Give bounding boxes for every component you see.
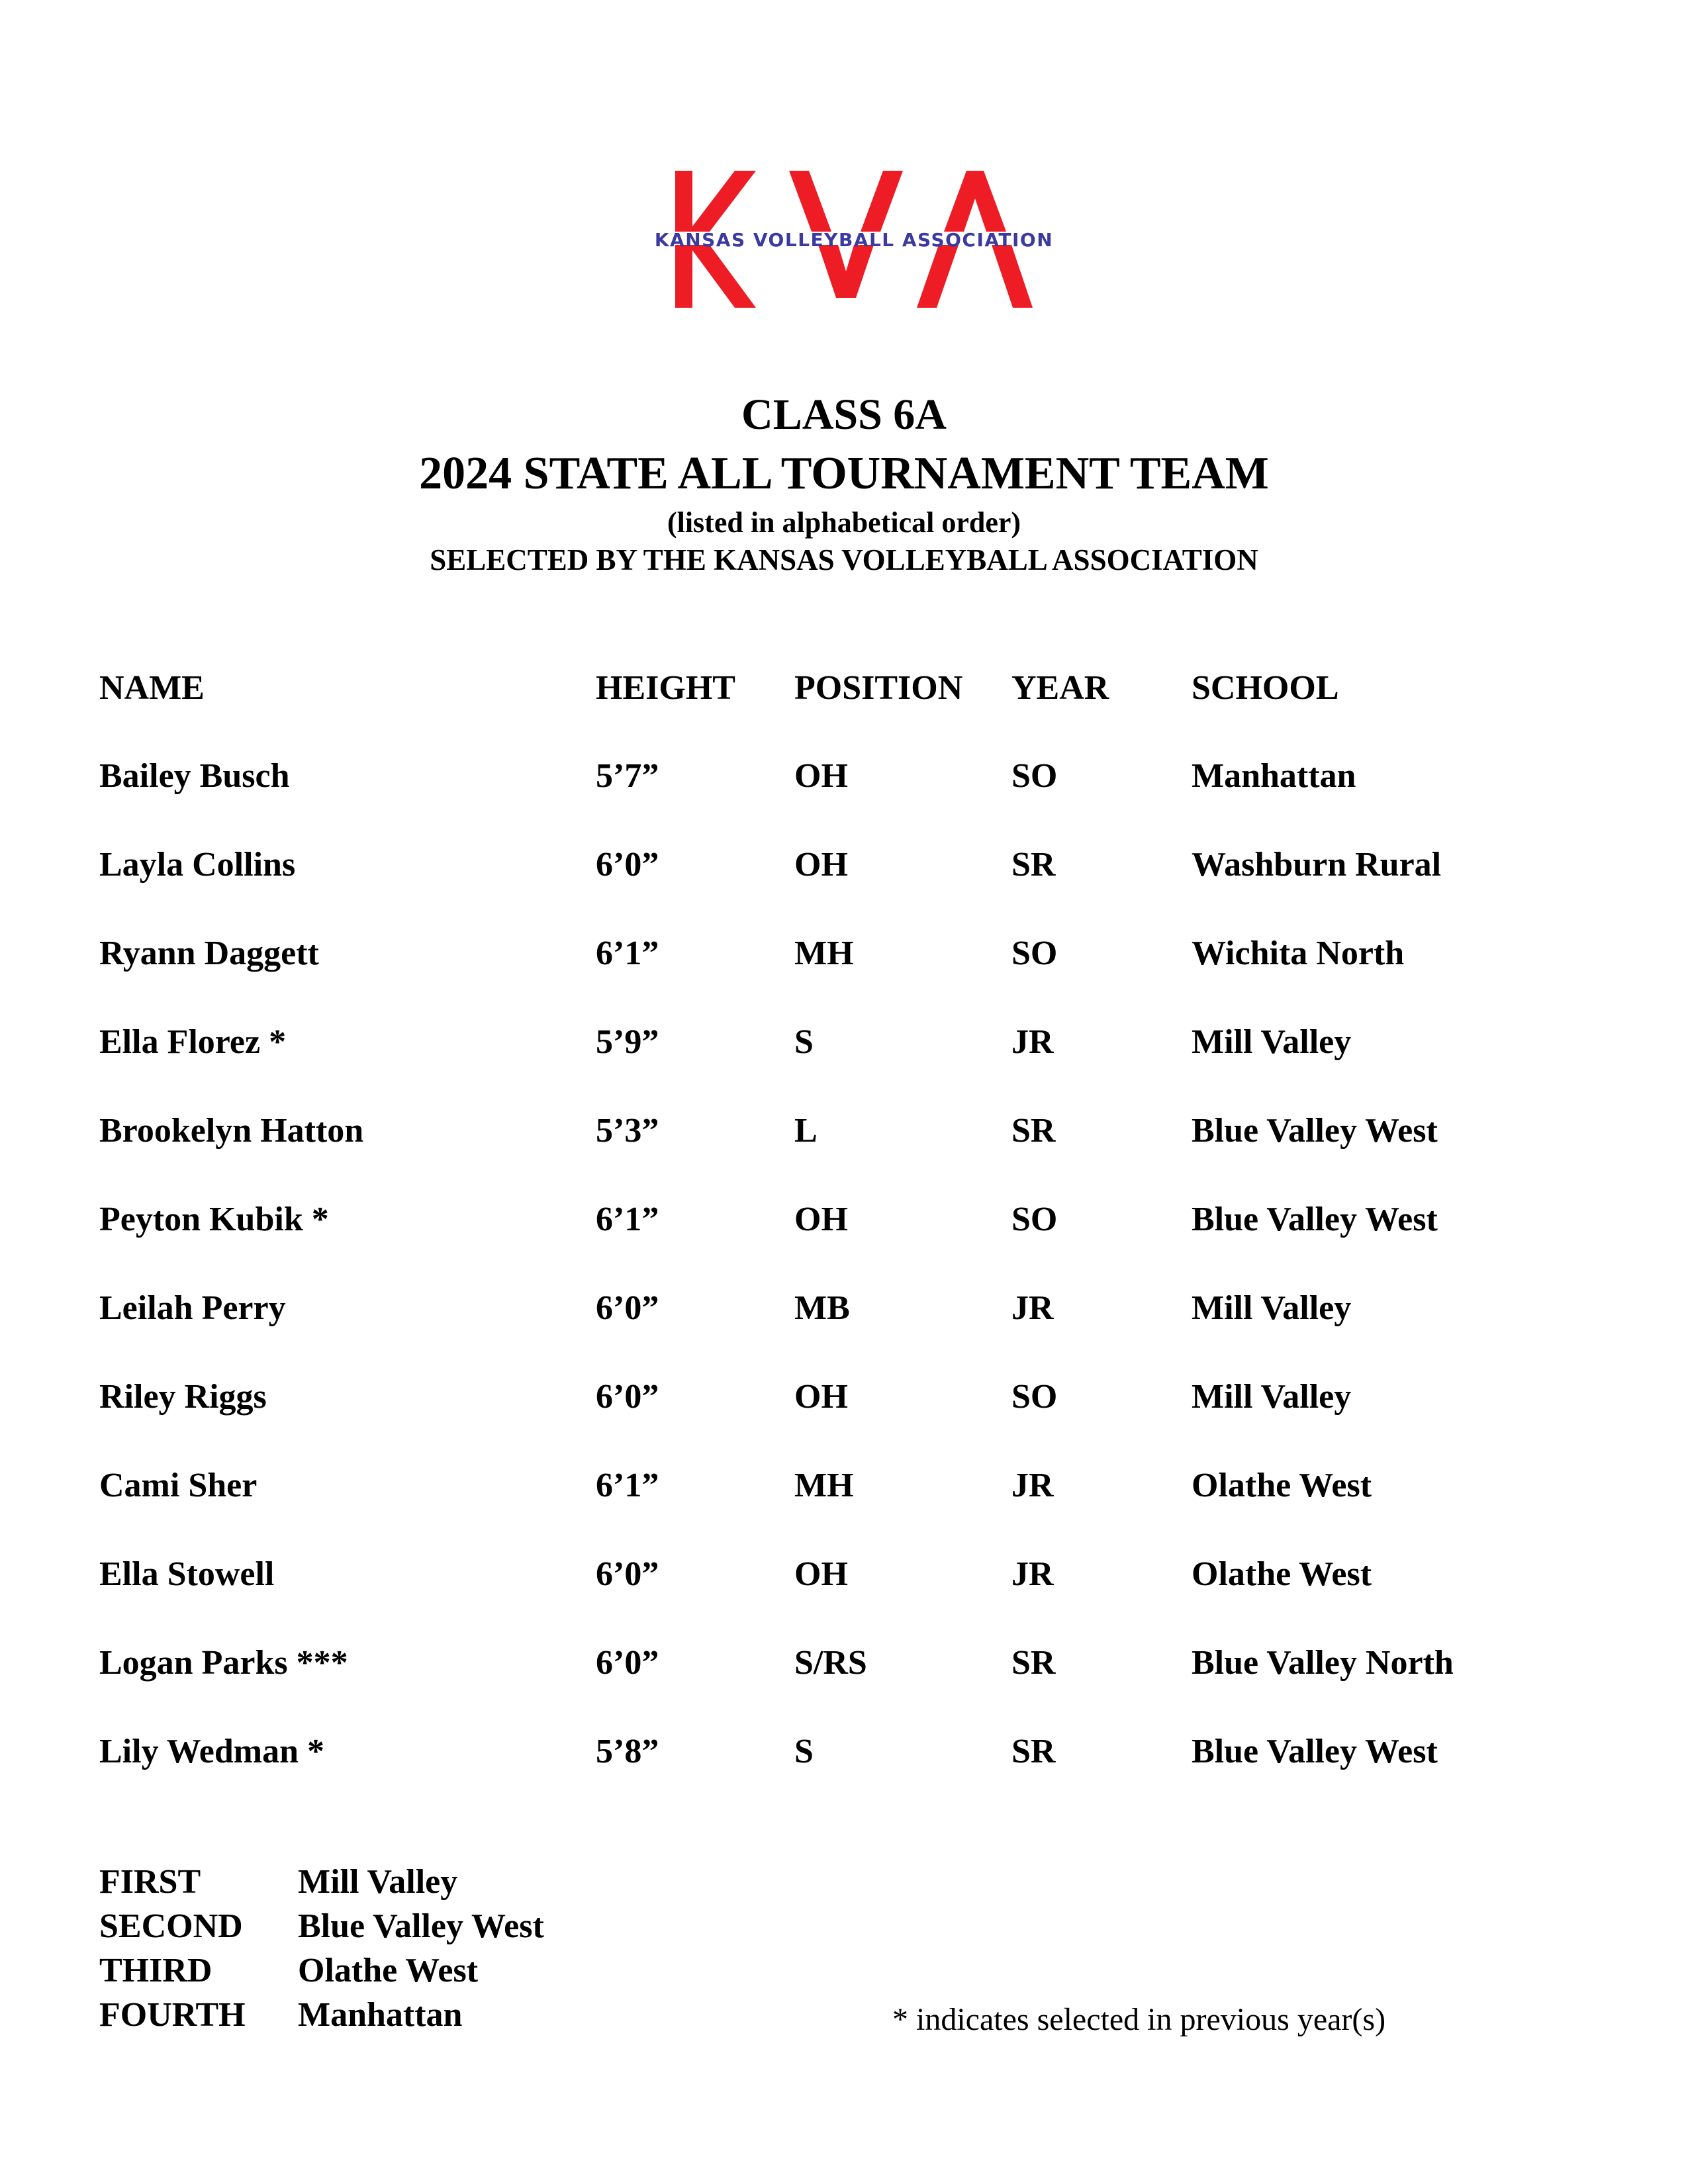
player-position: OH — [794, 1555, 848, 1593]
player-position: S — [794, 1023, 814, 1061]
placement-team: Olathe West — [298, 1952, 479, 1989]
placement-row — [99, 1904, 544, 1948]
placement-row — [99, 1860, 544, 1904]
player-school: Olathe West — [1192, 1467, 1372, 1504]
table-row — [0, 1376, 1688, 1418]
player-school: Wichita North — [1192, 934, 1405, 972]
table-row — [0, 1553, 1688, 1596]
player-height: 6’0” — [596, 1289, 659, 1327]
footnote: * indicates selected in previous year(s) — [892, 2002, 1386, 2037]
team-title: 2024 STATE ALL TOURNAMENT TEAM — [419, 448, 1269, 499]
column-header-school: SCHOOL — [1192, 669, 1339, 707]
player-year: SO — [1011, 1378, 1058, 1416]
player-name: Layla Collins — [99, 846, 296, 884]
player-year: JR — [1011, 1555, 1054, 1593]
player-height: 6’1” — [596, 1467, 659, 1504]
player-school: Mill Valley — [1192, 1378, 1352, 1416]
placement-row — [99, 1948, 544, 1993]
player-height: 5’7” — [596, 757, 659, 795]
table-row — [0, 844, 1688, 886]
placement-label: SECOND — [99, 1907, 243, 1945]
player-position: MH — [794, 1467, 854, 1504]
table-row — [0, 1199, 1688, 1241]
player-height: 6’1” — [596, 1201, 659, 1238]
player-school: Olathe West — [1192, 1555, 1372, 1593]
player-year: SO — [1011, 934, 1058, 972]
player-position: MH — [794, 934, 854, 972]
player-height: 6’1” — [596, 934, 659, 972]
player-school: Washburn Rural — [1192, 846, 1442, 884]
player-position: OH — [794, 1378, 848, 1416]
player-name: Leilah Perry — [99, 1289, 286, 1327]
column-header-year: YEAR — [1011, 669, 1109, 707]
table-row — [0, 1287, 1688, 1330]
player-year: SO — [1011, 757, 1058, 795]
player-year: JR — [1011, 1023, 1054, 1061]
player-height: 6’0” — [596, 1378, 659, 1416]
placement-team: Manhattan — [298, 1996, 463, 2034]
placement-row — [99, 1993, 544, 2037]
player-year: SO — [1011, 1201, 1058, 1238]
logo-subtitle: KANSAS VOLLEYBALL ASSOCIATION — [654, 229, 1054, 251]
player-school: Blue Valley West — [1192, 1112, 1438, 1150]
player-school: Blue Valley West — [1192, 1733, 1438, 1770]
player-position: OH — [794, 846, 848, 884]
player-year: SR — [1011, 1733, 1056, 1770]
table-row — [0, 755, 1688, 797]
player-name: Peyton Kubik * — [99, 1201, 329, 1238]
player-height: 6’0” — [596, 1555, 659, 1593]
placement-label: FIRST — [99, 1863, 201, 1901]
player-position: OH — [794, 1201, 848, 1238]
player-height: 5’8” — [596, 1733, 659, 1770]
selected-by: SELECTED BY THE KANSAS VOLLEYBALL ASSOCIATION — [430, 543, 1258, 576]
table-row — [0, 1731, 1688, 1773]
table-row — [0, 1110, 1688, 1152]
player-position: MB — [794, 1289, 850, 1327]
placement-label: THIRD — [99, 1952, 212, 1989]
kva-logo-mark — [635, 165, 1072, 314]
table-row — [0, 1642, 1688, 1684]
player-school: Manhattan — [1192, 757, 1356, 795]
player-name: Ryann Daggett — [99, 934, 319, 972]
player-name: Lily Wedman * — [99, 1733, 325, 1770]
placements-list — [99, 1860, 544, 2037]
column-header-name: NAME — [99, 669, 205, 707]
player-name: Bailey Busch — [99, 757, 290, 795]
player-height: 5’9” — [596, 1023, 659, 1061]
player-position: S — [794, 1733, 814, 1770]
player-name: Ella Stowell — [99, 1555, 275, 1593]
player-name: Logan Parks *** — [99, 1644, 348, 1682]
table-row — [0, 933, 1688, 975]
player-school: Mill Valley — [1192, 1023, 1352, 1061]
class-title: CLASS 6A — [741, 390, 947, 439]
player-school: Blue Valley North — [1192, 1644, 1454, 1682]
player-year: SR — [1011, 846, 1056, 884]
player-name: Riley Riggs — [99, 1378, 267, 1416]
player-year: JR — [1011, 1467, 1054, 1504]
player-year: SR — [1011, 1644, 1056, 1682]
player-school: Blue Valley West — [1192, 1201, 1438, 1238]
table-row — [0, 1021, 1688, 1064]
kva-logo — [635, 165, 1072, 314]
player-position: S/RS — [794, 1644, 867, 1682]
player-height: 5’3” — [596, 1112, 659, 1150]
player-name: Brookelyn Hatton — [99, 1112, 364, 1150]
placement-team: Mill Valley — [298, 1863, 458, 1901]
column-header-position: POSITION — [794, 669, 963, 707]
placement-label: FOURTH — [99, 1996, 246, 2034]
placement-team: Blue Valley West — [298, 1907, 544, 1945]
player-school: Mill Valley — [1192, 1289, 1352, 1327]
player-year: JR — [1011, 1289, 1054, 1327]
player-position: L — [794, 1112, 818, 1150]
player-height: 6’0” — [596, 846, 659, 884]
player-height: 6’0” — [596, 1644, 659, 1682]
order-note: (listed in alphabetical order) — [667, 506, 1021, 539]
column-header-height: HEIGHT — [596, 669, 735, 707]
table-row — [0, 1465, 1688, 1507]
player-year: SR — [1011, 1112, 1056, 1150]
player-name: Cami Sher — [99, 1467, 258, 1504]
player-name: Ella Florez * — [99, 1023, 287, 1061]
player-position: OH — [794, 757, 848, 795]
